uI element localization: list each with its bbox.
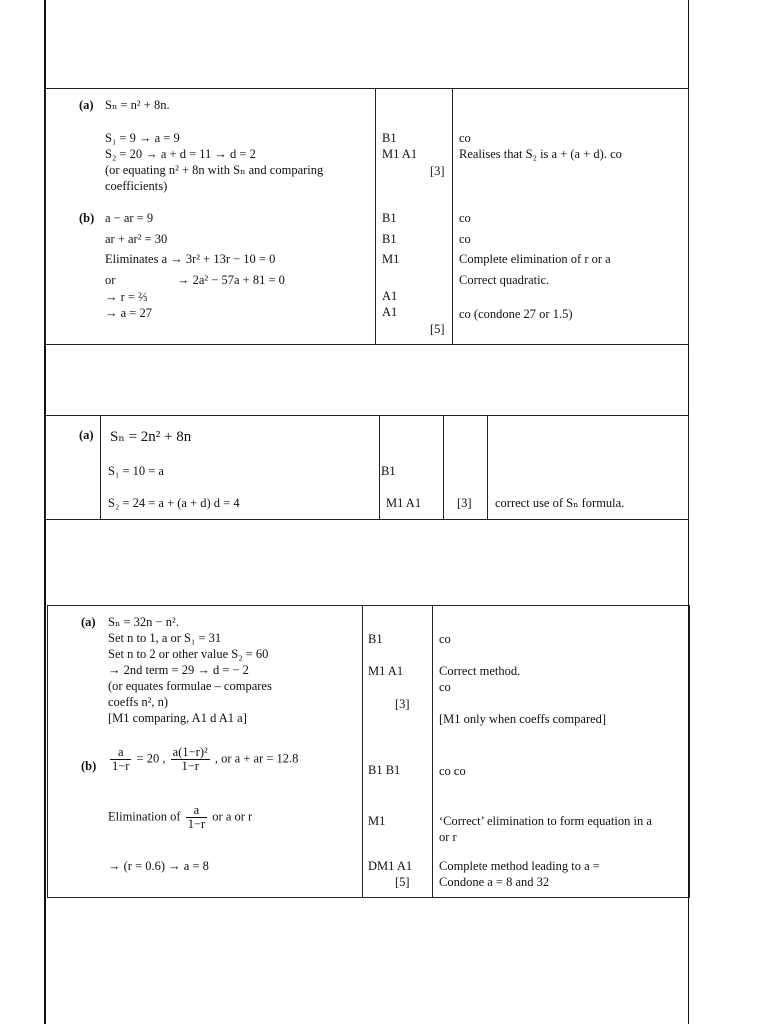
q1-b-note3: Complete elimination of r or a [459, 252, 611, 266]
q3-a-line2: Set n to 1, a or S₁ = 31 [108, 631, 222, 645]
q3-b-frac3-num: a [186, 804, 207, 818]
q1-a-line4: (or equating n² + 8n with Sₙ and comparing [105, 163, 324, 177]
q1-b-line4b: → 2a² − 57a + 81 = 0 [177, 273, 285, 287]
q1-b-mark4: A1 [382, 289, 398, 303]
q1-b-line3: Eliminates a → 3r² + 13r − 10 = 0 [105, 252, 276, 266]
q2-a-mark2: M1 A1 [386, 496, 422, 510]
q3-b-note3b: Condone a = 8 and 32 [439, 875, 550, 889]
q1-b-mark3: M1 [382, 252, 400, 266]
q3-a-line1: Sₙ = 32n − n². [108, 615, 179, 629]
q1-part-a-label: (a) [79, 98, 94, 112]
q3-b-frac2-den: 1−r [181, 759, 199, 773]
q1-b-line1: a − ar = 9 [105, 211, 154, 225]
q1-b-line6: → a = 27 [105, 306, 152, 320]
q1-a-line2: S₁ = 9 → a = 9 [105, 131, 180, 145]
q3-a-note3: co [439, 680, 451, 694]
q2-a-mark1: B1 [381, 464, 396, 478]
q3-part-b-label: (b) [81, 759, 97, 773]
q3-b-equation [108, 746, 298, 773]
q2-a-line2: S₁ = 10 = a [108, 464, 164, 478]
q3-a-mark1: B1 [368, 632, 383, 646]
q3-b-elimination [108, 804, 252, 831]
q3-b-eq2: , or a + ar = 12.8 [214, 751, 299, 766]
q3-b-elim-post: or a or r [212, 809, 253, 824]
q3-b-eq1: = 20 , [136, 751, 166, 766]
q1-a-mark1: B1 [382, 131, 397, 145]
q1-a-note2: Realises that S₂ is a + (a + d). co [459, 147, 622, 161]
q3-a-line6: coeffs n², n) [108, 695, 169, 709]
q3-a-note4: [M1 only when coeffs compared] [439, 712, 607, 726]
q2-a-note: correct use of Sₙ formula. [495, 496, 625, 510]
q3-table [47, 605, 690, 898]
q3-b-mark3: DM1 A1 [368, 859, 413, 873]
q1-b-line5: → r = ⅔ [105, 290, 148, 304]
q1-b-line2: ar + ar² = 30 [105, 232, 168, 246]
q1-b-mark5: A1 [382, 305, 398, 319]
q2-a-total: [3] [457, 496, 472, 510]
q3-a-line7: [M1 comparing, A1 d A1 a] [108, 711, 247, 725]
q3-b-note2b: or r [439, 830, 457, 844]
q3-b-note3a: Complete method leading to a = [439, 859, 600, 873]
q3-b-mark1: B1 B1 [368, 763, 401, 777]
q3-b-frac3-den: 1−r [187, 817, 206, 831]
q1-b-total: [5] [430, 322, 445, 336]
q3-b-note1: co co [439, 764, 466, 778]
q3-b-frac1-den: 1−r [112, 759, 130, 773]
q2-a-line1: Sₙ = 2n² + 8n [110, 429, 192, 445]
q1-part-b-label: (b) [79, 211, 95, 225]
q3-a-line3: Set n to 2 or other value S₂ = 60 [108, 647, 269, 661]
q3-b-note2a: ‘Correct’ elimination to form equation in a [439, 814, 652, 828]
q3-b-total: [5] [395, 875, 410, 889]
q1-a-total: [3] [430, 164, 445, 178]
q3-b-elim-pre: Elimination of [108, 809, 181, 824]
q3-a-note2: Correct method. [439, 664, 521, 678]
q1-b-note4: Correct quadratic. [459, 273, 550, 287]
q2-part-a-label: (a) [79, 428, 94, 442]
q3-a-note1: co [439, 632, 451, 646]
q3-a-mark2: M1 A1 [368, 664, 404, 678]
q1-a-line3: S₂ = 20 → a + d = 11 → d = 2 [105, 147, 256, 161]
q3-b-final: → (r = 0.6) → a = 8 [108, 859, 209, 873]
q3-b-frac1-num: a [110, 746, 131, 760]
q3-a-total: [3] [395, 697, 410, 711]
q3-a-line5: (or equates formulae – compares [108, 679, 272, 693]
q3-part-a-label: (a) [81, 615, 96, 629]
q1-b-note1: co [459, 211, 471, 225]
q3-b-frac2-num: a(1−r)² [172, 745, 208, 759]
q2-a-line3: S₂ = 24 = a + (a + d) d = 4 [108, 496, 240, 510]
q1-a-mark2: M1 A1 [382, 147, 418, 161]
q1-a-line5: coefficients) [105, 179, 168, 193]
q1-b-mark2: B1 [382, 232, 397, 246]
q1-b-mark1: B1 [382, 211, 397, 225]
q1-table [45, 88, 689, 345]
q1-b-note2: co [459, 232, 471, 246]
q1-a-note1: co [459, 131, 471, 145]
q1-b-line4a: or [105, 273, 116, 287]
q1-b-note5: co (condone 27 or 1.5) [459, 307, 573, 321]
q2-table [45, 415, 689, 520]
q3-a-line4: → 2nd term = 29 → d = − 2 [108, 663, 249, 677]
q1-a-line1: Sₙ = n² + 8n. [105, 98, 170, 112]
q3-b-mark2: M1 [368, 814, 386, 828]
